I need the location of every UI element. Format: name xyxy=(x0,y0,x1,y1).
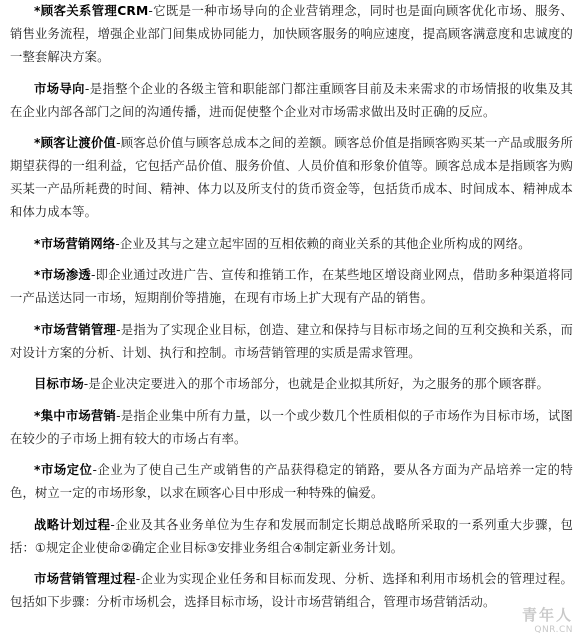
term-heading: 目标市场 xyxy=(34,377,84,391)
definition-text: -企业为了使自己生产或销售的产品获得稳定的销路，要从各方面为产品培养一定的特色，树立一定的市场形象，以求在顾客心目中形成一种特殊的偏爱。 xyxy=(10,463,573,500)
definition-text: -它既是一种市场导向的企业营销理念，同时也是面向顾客优化市场、服务、销售业务流程，增强企业部门间集成协同能力，加快顾客服务的响应速度，提高顾客满意度和忠诚度的一整套解决方案。 xyxy=(10,4,573,64)
definition-text: -是指整个企业的各级主管和职能部门都注重顾客目前及未来需求的市场情报的收集及其在企业内部各部门之间的沟通传播，进而促使整个企业对市场需求做出及时正确的反应。 xyxy=(10,81,573,119)
definition-text: -即企业通过改进广告、宣传和推销工作，在某些地区增设商业网点，借助多种渠道将同一产品送达同一市场，短期削价等措施，在现有市场上扩大现有产品的销售。 xyxy=(10,268,573,305)
term-heading: 市场营销管理 xyxy=(40,322,117,337)
definition-text: -企业为实现企业任务和目标而发现、分析、选择和利用市场机会的管理过程。包括如下步骤：分析市场机会，选择目标市场，设计市场营销组合，管理市场营销活动。 xyxy=(10,572,573,609)
term-heading: 顾客关系管理CRM xyxy=(40,4,149,18)
watermark-cn-text: 青年人 xyxy=(521,606,573,624)
term-heading: 市场定位 xyxy=(40,463,93,477)
definition-crm xyxy=(10,0,573,69)
definition-marketing-network xyxy=(10,233,573,256)
definition-text: -是企业决定要进入的那个市场部分，也就是企业拟其所好，为之服务的那个顾客群。 xyxy=(83,377,549,391)
term-heading: 市场营销网络 xyxy=(40,236,116,251)
bullet-marker: * xyxy=(34,4,41,18)
term-heading: 市场渗透 xyxy=(40,268,91,282)
term-heading: 顾客让渡价值 xyxy=(40,136,117,150)
definition-market-penetration xyxy=(10,264,573,310)
definition-market-positioning xyxy=(10,459,573,505)
definition-market-orientation xyxy=(10,78,573,124)
bullet-marker: * xyxy=(34,236,41,251)
term-heading: 集中市场营销 xyxy=(40,408,117,423)
definition-concentrated-marketing xyxy=(10,405,573,451)
term-heading: 市场营销管理过程 xyxy=(34,572,136,586)
definition-strategic-planning-process xyxy=(10,514,573,560)
definition-text: -企业及其与之建立起牢固的互相依赖的商业关系的其他企业所构成的网络。 xyxy=(115,236,531,251)
term-heading: 市场导向 xyxy=(34,81,85,96)
definition-text: -企业及其各业务单位为生存和发展而制定长期总战略所采取的一系列重大步骤，包括：①规定企业使命②确定企业目标③安排业务组合④制定新业务计划。 xyxy=(10,517,573,555)
definition-target-market xyxy=(10,373,573,396)
definition-text: -顾客总价值与顾客总成本之间的差额。顾客总价值是指顾客购买某一产品或服务所期望获得的一组利益，它包括产品价值、服务价值、人员价值和形象价值等。顾客总成本是指顾客为购买某一产品所耗费的时间、精神、体力以及所支付的货币资金等，包括货币成本、时间成本、精神成本和体力成本等。 xyxy=(10,136,573,219)
bullet-marker: * xyxy=(34,463,41,477)
definition-text: -是指为了实现企业目标，创造、建立和保持与目标市场之间的互利交换和关系，而对设计方案的分析、计划、执行和控制。市场营销管理的实质是需求管理。 xyxy=(10,322,573,360)
watermark-en-text: QNR.CN xyxy=(534,625,573,635)
definition-text: -是指企业集中所有力量，以一个或少数几个性质相似的子市场作为目标市场，试图在较少的子市场上拥有较大的市场占有率。 xyxy=(10,408,573,446)
bullet-marker: * xyxy=(34,268,41,282)
definition-marketing-management-process xyxy=(10,568,573,614)
bullet-marker: * xyxy=(34,322,41,337)
definition-customer-delivered-value xyxy=(10,132,573,224)
bullet-marker: * xyxy=(34,136,41,150)
bullet-marker: * xyxy=(34,408,41,423)
term-heading: 战略计划过程 xyxy=(34,517,111,532)
definition-marketing-management xyxy=(10,319,573,365)
